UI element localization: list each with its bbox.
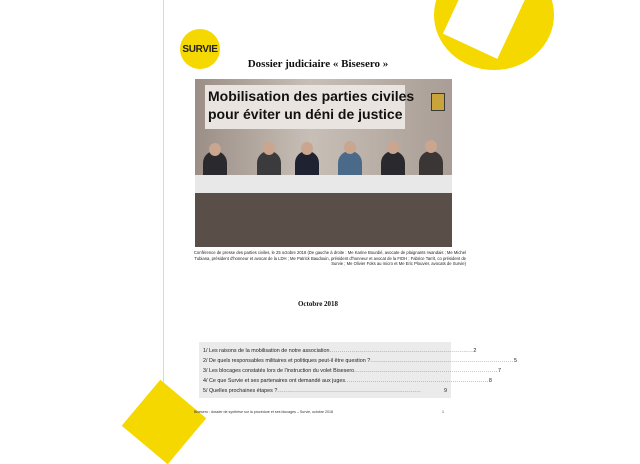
page-number: 1 <box>442 410 444 414</box>
yellow-swoosh-bottom <box>122 380 207 464</box>
toc-entry[interactable]: 4/ Ce que Survie et ses partenaires ont demandé aux juges ........................................................................ 8 <box>203 378 492 384</box>
document-date: Octobre 2018 <box>297 300 339 308</box>
toc-entry[interactable]: 1/ Les raisons de la mobilisation de notre association ........................................................................ 2 <box>203 348 477 354</box>
document-page <box>163 0 518 426</box>
footer-text: Bisesero : dossier de synthèse sur la procédure et ses blocages – Survie, octobre 2018 <box>194 410 334 414</box>
page-footer <box>194 410 444 414</box>
conference-table <box>195 175 452 193</box>
document-title: Dossier judiciaire « Bisesero » <box>247 58 389 70</box>
survie-logo: SURVIE <box>180 29 220 69</box>
toc-entry[interactable]: 2/ De quels responsables militaires et politiques peut-il être question ? ........................................................................ 5 <box>203 358 518 364</box>
photo-headline: Mobilisation des parties civiles pour éviter un déni de justice <box>208 88 415 122</box>
wall-poster <box>431 93 445 111</box>
toc-entry[interactable]: 5/ Quelles prochaines étapes ? ........................................................................ 9 <box>203 388 447 394</box>
toc-entry[interactable]: 3/ Les blocages constatés lors de l'instruction du volet Bisesero ........................................................................ 7 <box>203 368 501 374</box>
table-of-contents <box>199 342 518 398</box>
press-conference-photo <box>195 79 452 247</box>
photo-caption: Conférence de presse des parties civiles, le 25 octobre 2018 (De gauche à droite : Me Karine Bourdié, avocate de plaignants rwandais ; Me Michel Tubiana, président d'honneur et avocat de la LDH ; Me Patrick Baudouin, président d'honneur et avocat de la FIDH ; Fabrice Tarrit, co président de Survie ; Me Olivier Foks au micro et Me Eric Plouvier, avocats de Survie) <box>193 250 466 267</box>
